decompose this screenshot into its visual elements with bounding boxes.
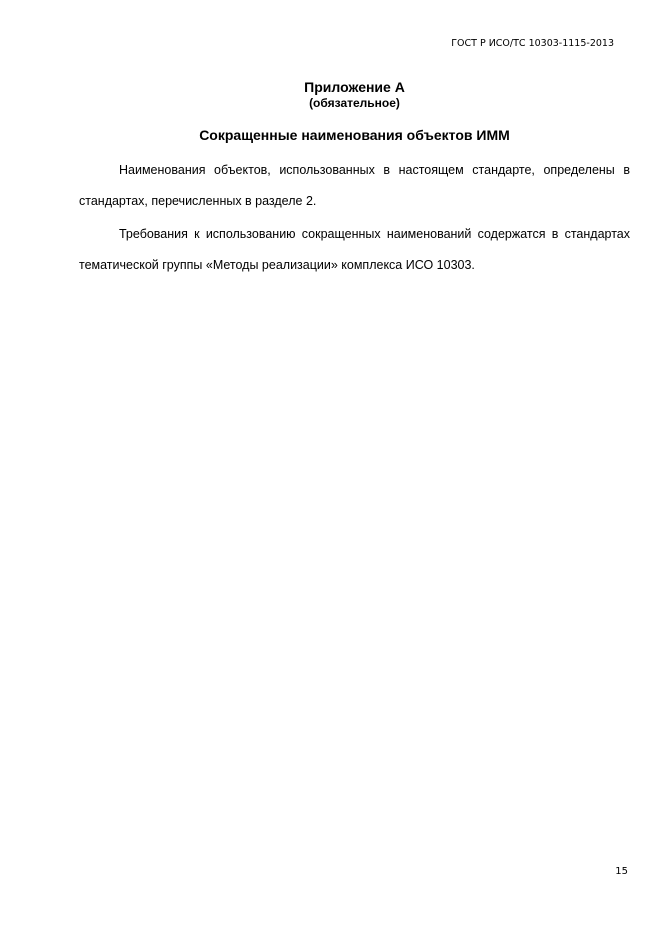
body-paragraph: Наименования объектов, использованных в настоящем стандарте, определены в стандартах, перечисленных в разделе 2.: [79, 163, 630, 208]
appendix-status-note: (обязательное): [309, 96, 400, 110]
page-number: 15: [615, 866, 628, 877]
appendix-title: Приложение А: [304, 79, 405, 95]
section-title: Сокращенные наименования объектов ИММ: [199, 127, 510, 143]
document-code: ГОСТ Р ИСО/ТС 10303-1115-2013: [451, 38, 614, 49]
body-paragraph: Требования к использованию сокращенных наименований содержатся в стандартах тематической группы «Методы реализации» комплекса ИСО 10303.: [79, 227, 630, 272]
